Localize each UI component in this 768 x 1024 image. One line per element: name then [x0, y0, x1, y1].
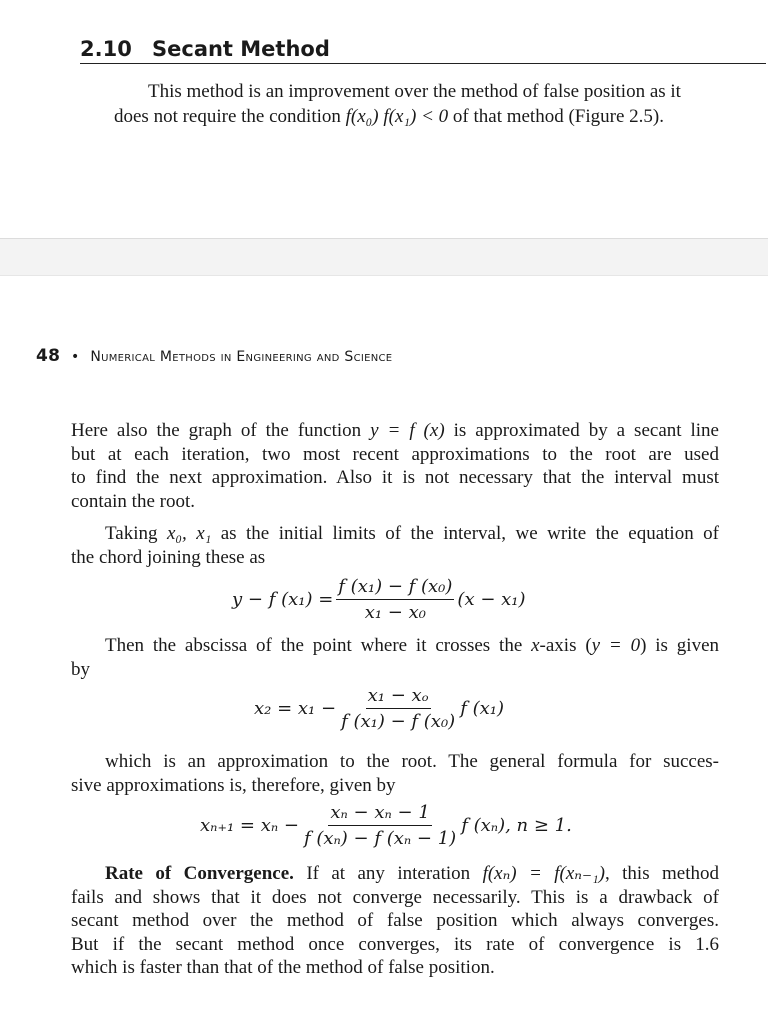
paragraph-line: sive approximations is, therefore, given by [71, 774, 396, 796]
paragraph-line: the chord joining these as [71, 546, 266, 568]
equation-fraction [302, 802, 458, 849]
paragraph-heading: Rate of Convergence. [105, 863, 294, 884]
equation-lhs: xₙ₊₁ = xₙ − [200, 815, 299, 836]
text: Taking [105, 523, 167, 544]
paragraph-line: contain the root. [71, 490, 195, 512]
text: Then the abscissa of the point where it crosses the [105, 635, 532, 656]
text: -axis ( [539, 635, 592, 656]
paragraph-line: But if the secant method once converges, its rate of convergence is 1.6 [71, 933, 719, 955]
intro-text: of that method (Figure 2.5). [448, 106, 664, 127]
intro-text: does not require the condition [114, 106, 346, 127]
fraction-denominator: f (x₁) − f (x₀) [341, 711, 456, 732]
paragraph-line: fails and shows that it does not converge necessarily. This is a drawback of [71, 886, 719, 908]
paragraph-general-formula [71, 750, 719, 797]
paragraph-initial-limits [71, 522, 719, 569]
paragraph-line: which is faster than that of the method of false position. [71, 957, 495, 978]
page-separator [0, 238, 768, 276]
paragraph-secant-intro [71, 419, 719, 513]
fraction-numerator: f (x₁) − f (x₀) [336, 576, 454, 600]
paragraph-line: but at each iteration, two most recent approximations to the root are used [71, 443, 719, 465]
paragraph-line: which is an approximation to the root. The general formula for succes- [105, 751, 719, 772]
section-intro [114, 79, 764, 129]
math-inline: x₀, x₁ [166, 523, 212, 544]
paragraph-abscissa [71, 634, 719, 681]
intro-line: This method is an improvement over the method of false position as it [148, 81, 681, 102]
equation-chord [232, 576, 526, 623]
math-inline: x [531, 635, 540, 656]
fraction-numerator: xₙ − xₙ − 1 [328, 802, 431, 826]
book-title: Numerical Methods in Engineering and Science [90, 349, 393, 365]
paragraph-line: by [71, 658, 90, 680]
paragraph-line [71, 862, 719, 886]
intro-line [114, 104, 764, 129]
section-heading [80, 36, 766, 64]
paragraph-line [71, 634, 719, 658]
equation-x2 [254, 685, 504, 732]
header-bullet: • [71, 349, 80, 365]
equation-rhs: (x − x₁) [457, 589, 526, 610]
fraction-numerator: x₁ − xₒ [366, 685, 431, 709]
paragraph-line: secant method over the method of false position which always converges. [71, 910, 719, 931]
equation-lhs: x₂ = x₁ − [254, 698, 337, 719]
text: is approximated by a secant line [444, 420, 719, 441]
equation-general [200, 802, 572, 849]
fraction-denominator: x₁ − x₀ [364, 602, 426, 623]
text: If at any interation [293, 863, 483, 884]
equation-lhs: y − f (x₁) = [232, 589, 334, 610]
section-title: Secant Method [152, 37, 330, 61]
equation-fraction [336, 576, 454, 623]
running-header [36, 346, 392, 366]
paragraph-line [71, 419, 719, 443]
math-inline: y = 0 [591, 635, 641, 656]
paragraph-rate-of-convergence [71, 862, 719, 980]
text: , this method [604, 863, 719, 884]
math-inline: f(xₙ) = f(xₙ₋₁) [482, 863, 605, 884]
page-number: 48 [36, 346, 61, 366]
previous-page [0, 0, 768, 238]
paragraph-line [71, 522, 719, 546]
text: as the initial limits of the interval, we write the equation of [211, 523, 719, 544]
intro-condition: f(x₀) f(x₁) < 0 [345, 106, 449, 127]
fraction-denominator: f (xₙ) − f (xₙ − 1) [303, 828, 457, 849]
equation-fraction [339, 685, 457, 732]
math-inline: y = f (x) [370, 420, 445, 441]
text: ) is given [640, 635, 720, 656]
equation-rhs: f (xₙ), n ≥ 1. [461, 815, 572, 836]
section-number: 2.10 [80, 37, 132, 61]
text: Here also the graph of the function [71, 420, 371, 441]
paragraph-line: to find the next approximation. Also it is not necessary that the interval must [71, 467, 719, 488]
equation-rhs: f (x₁) [460, 698, 504, 719]
